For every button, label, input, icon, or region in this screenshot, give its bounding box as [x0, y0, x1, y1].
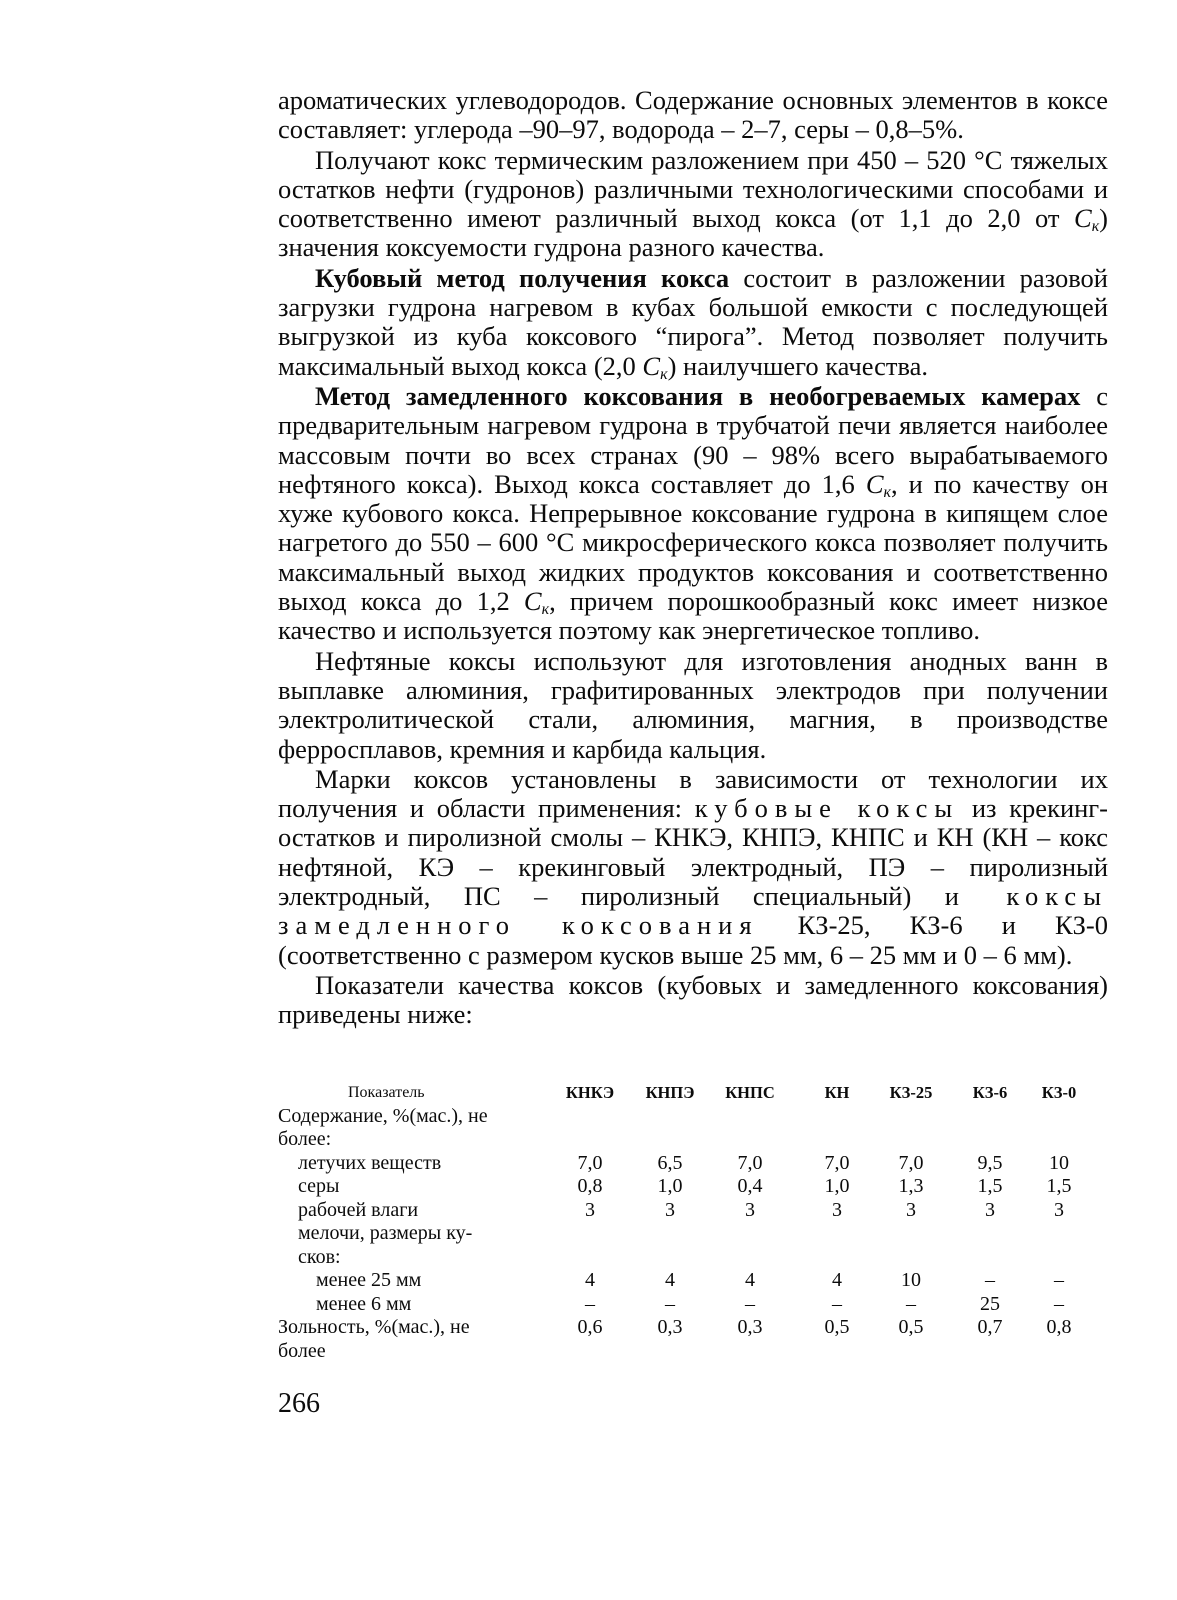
table-cell: 1,5: [1046, 1175, 1072, 1197]
page-number: 266: [278, 1388, 320, 1419]
table-cell: 25: [980, 1292, 1000, 1315]
row-label: менее 25 мм: [316, 1269, 422, 1291]
row-label: Зольность, %(мас.), не: [278, 1316, 470, 1338]
table-row: [278, 1269, 1108, 1293]
table-cell: 0,8: [1046, 1316, 1072, 1338]
table-cell: 3: [1054, 1198, 1064, 1221]
spaced-term-delayed-cokes: и коксы замедленного коксования: [278, 881, 1108, 941]
table-cell: 3: [665, 1198, 675, 1221]
table-header-label: Показатель: [348, 1084, 425, 1101]
table-cell: 0,3: [737, 1316, 763, 1338]
table-row: [278, 1199, 1108, 1223]
table-cell: –: [665, 1292, 675, 1315]
term-delayed-coking: Метод замедленного коксования в необогреваемых камерах: [315, 380, 1081, 411]
column-header: КН: [824, 1083, 850, 1102]
row-label: серы: [298, 1175, 340, 1197]
column-header: КЗ-6: [972, 1083, 1008, 1102]
coking-symbol: $С_к$: [865, 468, 891, 501]
page-body: [278, 85, 1109, 1362]
row-label: рабочей влаги: [298, 1198, 419, 1221]
table-cell: 3: [585, 1198, 595, 1221]
table-cell: 3: [985, 1198, 995, 1221]
paragraph-2: Получают кокс термическим разложением при 450 – 520 °С тяжелых остатков нефти (гудронов) различными технологическими способами и соответственно имеют различный выход кокса (от 1,1 до 2,0 от $С_к$) значения коксуемости гудрона разного качества.: [278, 144, 1108, 263]
column-header: КНПС: [725, 1083, 775, 1102]
table-cell: 4: [832, 1269, 842, 1291]
row-label: мелочи, размеры ку-: [298, 1222, 473, 1244]
table-cell: 3: [745, 1198, 755, 1221]
table-cell: 1,0: [657, 1175, 683, 1197]
table-row: [278, 1340, 1108, 1364]
row-label: более: [278, 1339, 326, 1362]
table-cell: –: [906, 1292, 916, 1315]
row-label: менее 6 мм: [316, 1292, 412, 1315]
table-cell: 0,8: [577, 1175, 603, 1197]
spaced-term-cube-cokes: кубовые коксы: [694, 793, 960, 824]
table-cell: 0,5: [824, 1316, 850, 1338]
table-cell: 0,4: [737, 1175, 763, 1197]
coking-symbol: $С_к$: [642, 350, 668, 383]
table-cell: –: [832, 1292, 842, 1315]
table-cell: –: [985, 1269, 995, 1291]
column-header: КНКЭ: [565, 1083, 615, 1102]
table-cell: 7,0: [577, 1151, 603, 1174]
table-cell: –: [1054, 1292, 1064, 1315]
table-row: [278, 1175, 1108, 1199]
table-cell: 7,0: [737, 1151, 763, 1174]
table-row: [278, 1105, 1108, 1129]
table-cell: 0,5: [898, 1316, 924, 1338]
paragraph-7: Показатели качества коксов (кубовых и замедленного коксования) приведены ниже:: [278, 969, 1108, 1030]
paragraph-1: ароматических углеводородов. Содержание основных элементов в коксе составляет: углерода –90–97, водорода – 2–7, серы – 0,8–5%.: [278, 85, 1108, 145]
column-header: КЗ-0: [1041, 1083, 1077, 1102]
table-cell: 0,7: [977, 1316, 1003, 1338]
table-cell: 10: [901, 1269, 921, 1291]
column-header: КНПЭ: [645, 1083, 695, 1102]
paragraph-5: Нефтяные коксы используют для изготовления анодных ванн в выплавке алюминия, графитированных электродов при получении электролитической стали, алюминия, магния, в производстве ферросплавов, кремния и карбида кальция.: [278, 645, 1108, 764]
coking-symbol: $С_к$: [1074, 203, 1100, 236]
table-cell: 0,3: [657, 1316, 683, 1338]
table-cell: 6,5: [657, 1151, 683, 1174]
table-cell: 3: [832, 1198, 842, 1221]
table-cell: 7,0: [824, 1151, 850, 1174]
table-cell: 4: [585, 1269, 595, 1291]
table-cell: –: [1054, 1269, 1064, 1291]
table-cell: 4: [745, 1269, 755, 1291]
coking-symbol: $С_к$: [523, 586, 550, 619]
table-row: [278, 1222, 1108, 1246]
table-cell: –: [745, 1292, 755, 1315]
quality-table: [278, 1081, 1108, 1363]
paragraph-3: Кубовый метод получения кокса состоит в разложении разовой загрузки гудрона нагревом в кубах большой емкости с последующей выгрузкой из куба коксового “пирога”. Метод позволяет получить максимальный выход кокса (2,0 $С_к$) наилучшего качества.: [278, 262, 1108, 383]
term-cube-method: Кубовый метод получения кокса: [315, 262, 730, 293]
table-cell: 9,5: [977, 1151, 1003, 1174]
column-header: КЗ-25: [889, 1083, 933, 1102]
table-header-row: [278, 1081, 1108, 1105]
table-row: [278, 1246, 1108, 1270]
table-row: [278, 1128, 1108, 1152]
table-cell: 10: [1049, 1151, 1069, 1174]
table-cell: 0,6: [577, 1316, 603, 1338]
paragraph-6: Марки коксов установлены в зависимости от технологии их получения и области применения: кубовые коксы из крекинг-остатков и пиролизной смолы – КНКЭ, КНПЭ, КНПС и КН (КН – кокс нефтяной, КЭ – крекинговый электродный, ПЭ – пиролизный электродный, ПС – пиролизный специальный) и коксы замедленного коксования КЗ-25, КЗ-6 и КЗ-0 (соответственно с размером кусков выше 25 мм, 6 – 25 мм и 0 – 6 мм).: [278, 763, 1109, 970]
row-label: сков:: [298, 1245, 341, 1268]
table-row: [278, 1316, 1108, 1340]
table-cell: 4: [665, 1269, 675, 1291]
table-cell: 1,0: [824, 1175, 850, 1197]
row-label: более:: [278, 1128, 332, 1150]
table-row: [278, 1293, 1108, 1317]
table-cell: 3: [906, 1198, 916, 1221]
row-label: летучих веществ: [298, 1151, 442, 1174]
paragraph-4: Метод замедленного коксования в необогреваемых камерах с предварительным нагревом гудрона в трубчатой печи является наиболее массовым почти во всех странах (90 – 98% всего вырабатываемого нефтяного кокса). Выход кокса составляет до 1,6 $С_к$, и по качеству он хуже кубового кокса. Непрерывное коксование гудрона в кипящем слое нагретого до 550 – 600 °С микросферического кокса позволяет получить максимальный выход жидких продуктов коксования и соответственно выход кокса до 1,2 $С_к$, причем порошкообразный кокс имеет низкое качество и используется поэтому как энергетическое топливо.: [278, 380, 1109, 646]
table-cell: 1,3: [898, 1175, 924, 1197]
row-label: Содержание, %(мас.), не: [278, 1104, 488, 1127]
table-row: [278, 1152, 1108, 1176]
table-cell: 1,5: [977, 1175, 1003, 1197]
table-body: [278, 1105, 1108, 1364]
table-cell: 7,0: [898, 1151, 924, 1174]
table-cell: –: [585, 1292, 595, 1315]
